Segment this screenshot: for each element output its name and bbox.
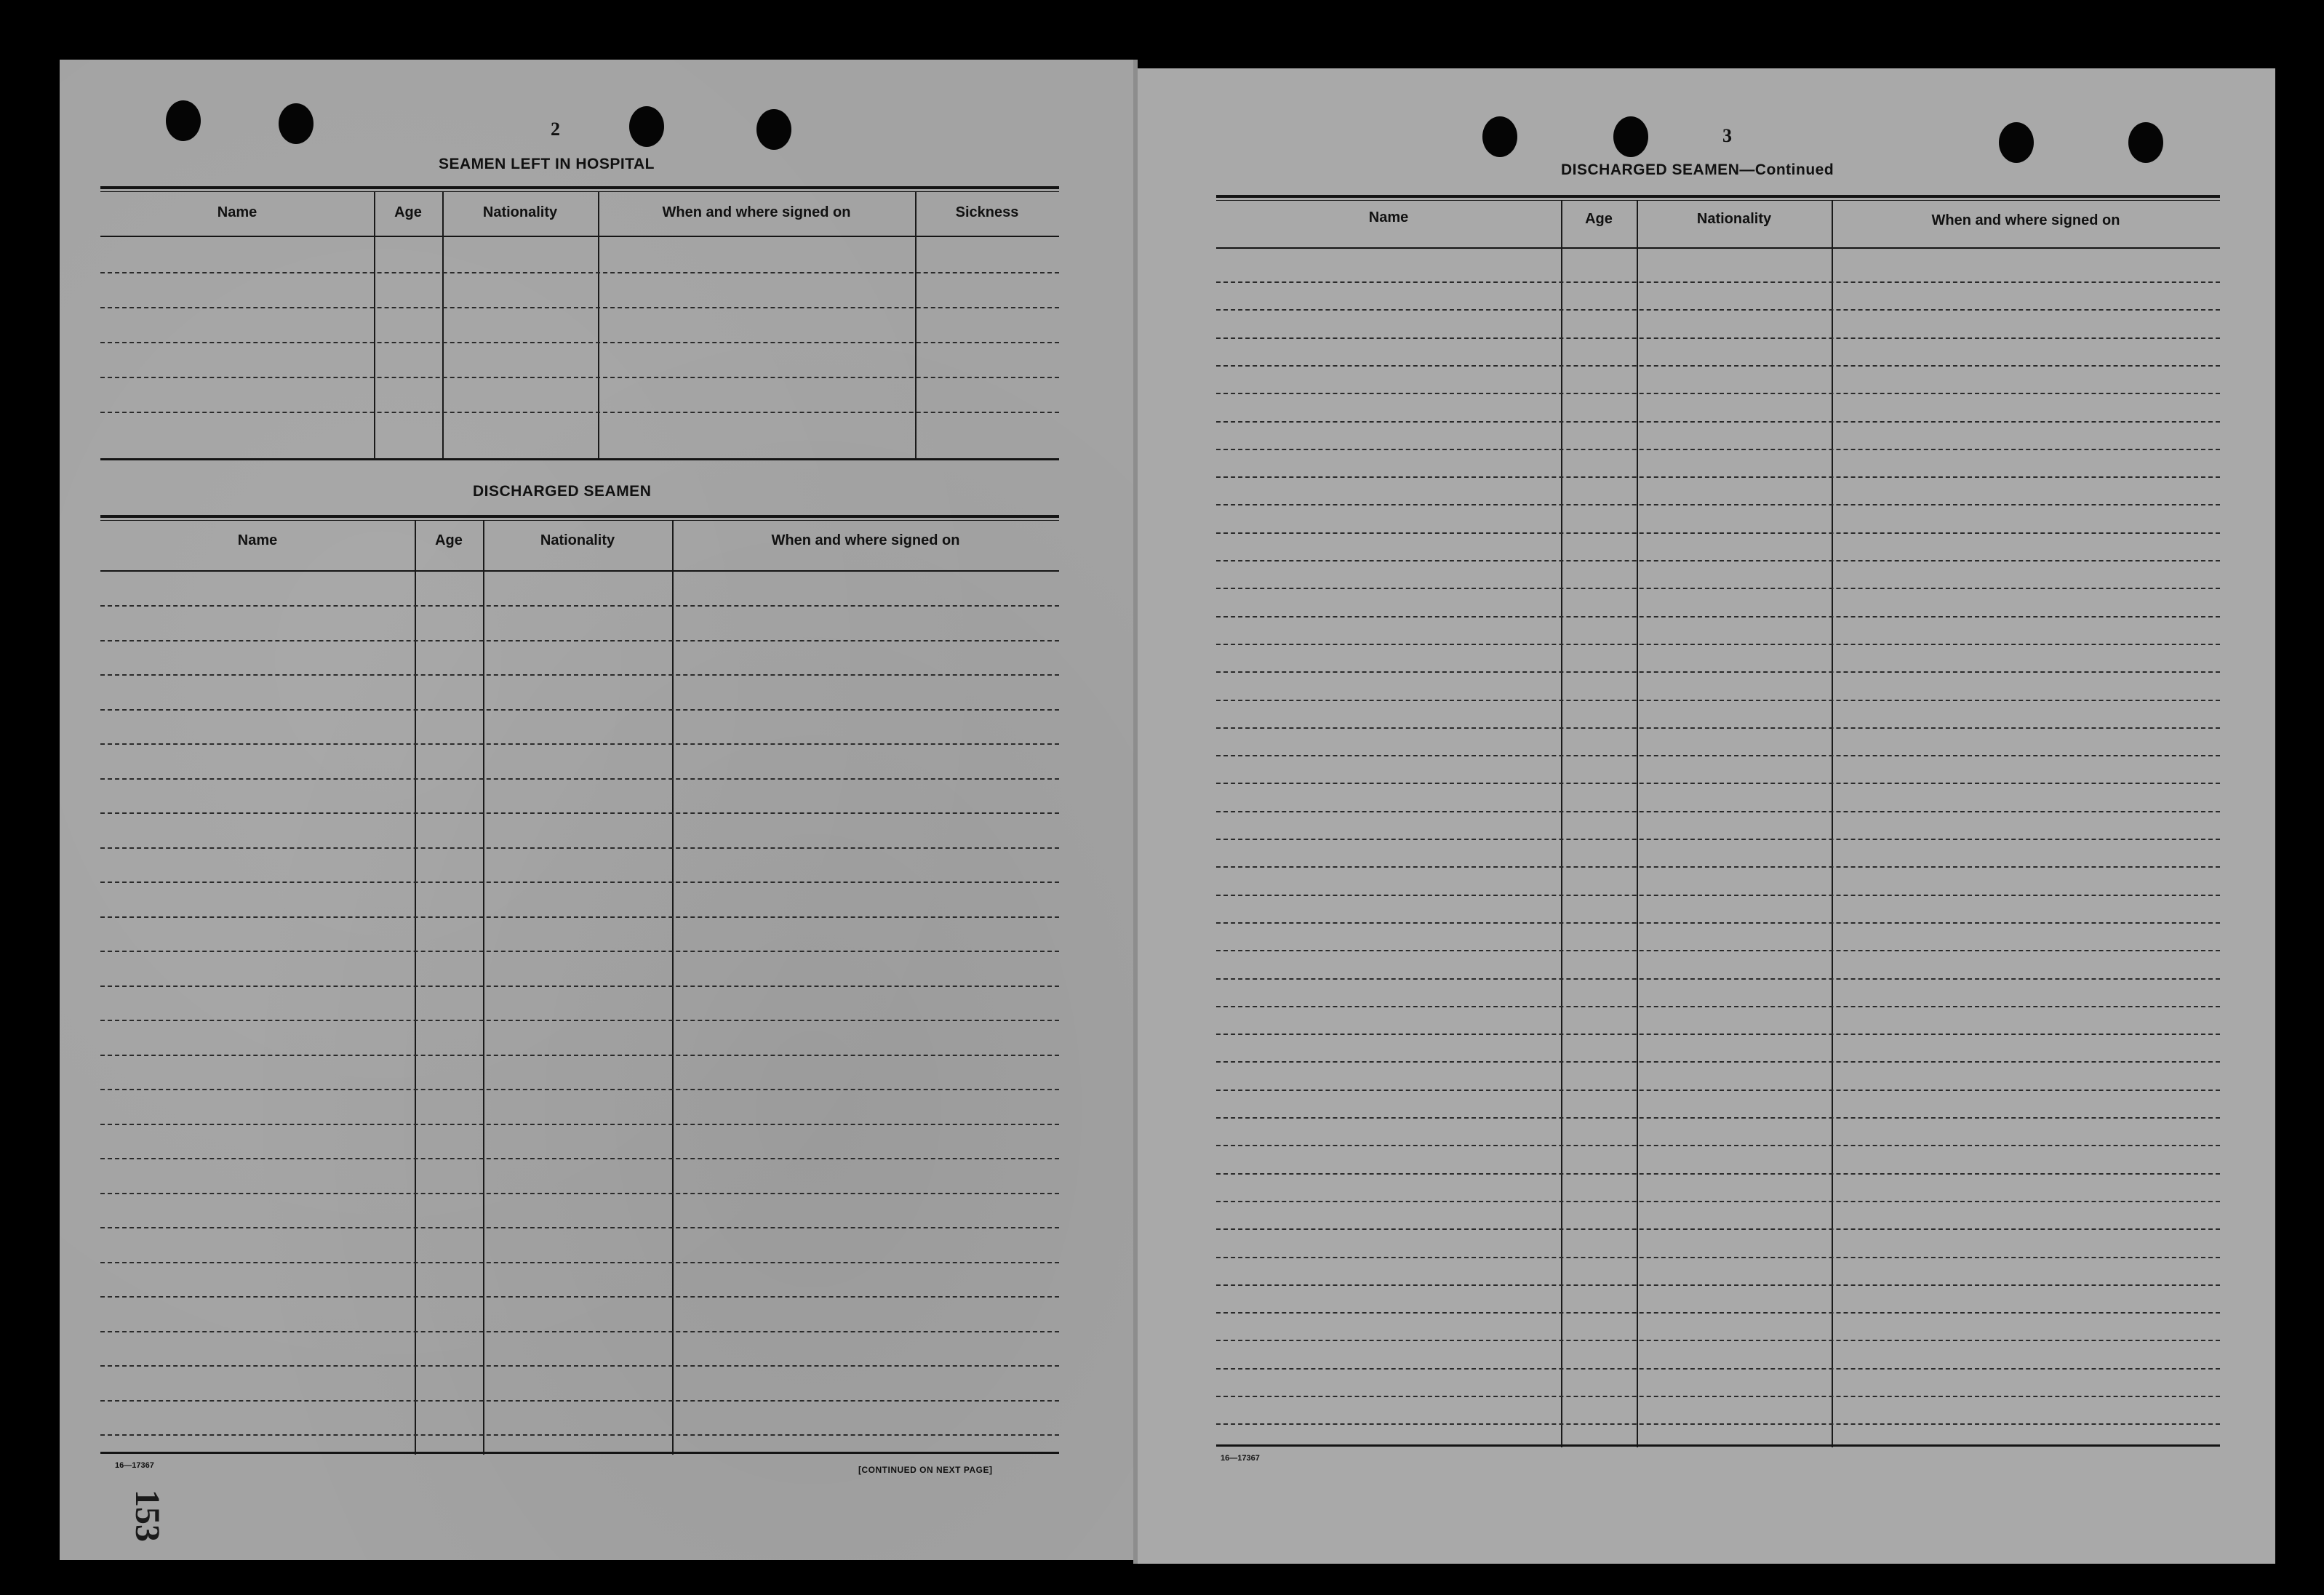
column-header-name: Name: [237, 532, 278, 548]
table-row: [1216, 1034, 2220, 1035]
table-row: [100, 412, 1059, 413]
table-row: [1216, 421, 2220, 423]
form-number: 16—17367: [115, 1461, 154, 1470]
table-row: [1216, 393, 2220, 394]
table-row: [1216, 978, 2220, 980]
table-row: [100, 986, 1059, 987]
table-row: [100, 307, 1059, 308]
table-row: [1216, 476, 2220, 478]
table-row: [100, 1124, 1059, 1125]
table-row: [1216, 866, 2220, 868]
table-row: [1216, 1340, 2220, 1341]
table-row: [1216, 337, 2220, 339]
table-row: [1216, 1257, 2220, 1258]
column-header-sickness: Sickness: [955, 204, 1019, 220]
table-row: [1216, 281, 2220, 283]
discharged-continued-table: [1216, 195, 2220, 1447]
page-fold: [1133, 60, 1138, 1564]
column-header-age: Age: [1585, 211, 1613, 227]
table-row: [100, 1158, 1059, 1159]
column-divider: [442, 192, 444, 460]
column-divider: [1832, 201, 1833, 1447]
table-row: [1216, 504, 2220, 505]
punch-hole: [166, 100, 201, 141]
column-divider: [672, 521, 674, 1455]
table-row: [1216, 365, 2220, 367]
table-row: [100, 377, 1059, 378]
table-bottom-rule: [1216, 1444, 2220, 1447]
table-row: [1216, 616, 2220, 617]
table-row: [1216, 1312, 2220, 1314]
column-header-signed-on: When and where signed on: [1931, 212, 2120, 228]
table-row: [1216, 1117, 2220, 1119]
table-bottom-rule: [100, 1452, 1059, 1454]
table-top-rule: [100, 515, 1059, 518]
table-row: [100, 1055, 1059, 1056]
table-row: [1216, 727, 2220, 729]
table-row: [1216, 1201, 2220, 1202]
table-row: [100, 640, 1059, 641]
header-rule: [1216, 247, 2220, 249]
table-row: [1216, 309, 2220, 311]
table-row: [1216, 922, 2220, 924]
table-row: [100, 1434, 1059, 1436]
table-row: [1216, 1090, 2220, 1091]
table-row: [1216, 1423, 2220, 1425]
column-divider: [415, 521, 416, 1455]
continued-note: [CONTINUED ON NEXT PAGE]: [858, 1465, 993, 1475]
table-row: [1216, 588, 2220, 589]
column-divider: [1637, 201, 1638, 1447]
table-row: [1216, 700, 2220, 701]
table-row: [100, 882, 1059, 883]
punch-hole: [629, 106, 664, 147]
column-header-name: Name: [217, 204, 257, 220]
table-row: [1216, 1284, 2220, 1286]
table-row: [100, 1365, 1059, 1367]
column-divider: [915, 192, 917, 460]
table-row: [1216, 1173, 2220, 1175]
table-row: [100, 1400, 1059, 1402]
table-row: [1216, 1228, 2220, 1230]
table-row: [100, 778, 1059, 780]
table-row: [1216, 755, 2220, 756]
table-row: [1216, 1006, 2220, 1007]
table-row: [1216, 1061, 2220, 1063]
punch-hole: [279, 103, 314, 144]
section-title-discharged-continued: DISCHARGED SEAMEN—Continued: [1561, 161, 1834, 178]
table-row: [100, 1020, 1059, 1021]
table-top-rule: [1216, 200, 2220, 201]
table-row: [100, 847, 1059, 849]
table-row: [1216, 1396, 2220, 1397]
table-top-rule: [100, 186, 1059, 189]
table-row: [100, 342, 1059, 343]
form-number: 16—17367: [1221, 1454, 1260, 1463]
table-row: [1216, 811, 2220, 812]
table-row: [1216, 895, 2220, 896]
discharged-table: [100, 515, 1059, 1455]
section-title-hospital: SEAMEN LEFT IN HOSPITAL: [439, 156, 655, 172]
column-divider: [1561, 201, 1562, 1447]
column-header-signed-on: When and where signed on: [662, 204, 851, 220]
table-top-rule: [1216, 195, 2220, 198]
column-header-signed-on: When and where signed on: [771, 532, 960, 548]
table-row: [1216, 644, 2220, 645]
column-header-name: Name: [1368, 209, 1409, 225]
hospital-table: [100, 186, 1059, 460]
table-row: [100, 951, 1059, 952]
table-top-rule: [100, 520, 1059, 521]
table-row: [100, 709, 1059, 711]
column-header-nationality: Nationality: [482, 204, 558, 220]
table-row: [100, 743, 1059, 745]
punch-hole: [1482, 116, 1517, 157]
table-row: [1216, 1145, 2220, 1146]
column-divider: [374, 192, 375, 460]
table-row: [1216, 1368, 2220, 1370]
column-header-age: Age: [435, 532, 463, 548]
column-divider: [598, 192, 599, 460]
table-row: [100, 605, 1059, 607]
table-row: [100, 1089, 1059, 1090]
table-row: [1216, 671, 2220, 673]
section-title-discharged: DISCHARGED SEAMEN: [473, 483, 652, 500]
table-row: [100, 1193, 1059, 1194]
punch-hole: [756, 109, 791, 150]
column-header-age: Age: [394, 204, 422, 220]
table-row: [1216, 950, 2220, 951]
page-number: 2: [551, 119, 560, 140]
punch-hole: [1999, 122, 2034, 163]
table-row: [1216, 783, 2220, 784]
header-rule: [100, 570, 1059, 572]
punch-hole: [1613, 116, 1648, 157]
table-row: [100, 674, 1059, 676]
page-number: 3: [1722, 125, 1732, 146]
table-row: [100, 1227, 1059, 1228]
punch-hole: [2128, 122, 2163, 163]
column-divider: [483, 521, 484, 1455]
margin-mark: 153: [128, 1490, 167, 1542]
table-row: [100, 272, 1059, 273]
table-row: [100, 1331, 1059, 1332]
table-row: [100, 916, 1059, 918]
table-bottom-rule: [100, 458, 1059, 460]
table-row: [1216, 532, 2220, 534]
column-header-nationality: Nationality: [1696, 211, 1772, 227]
table-row: [1216, 560, 2220, 561]
table-row: [100, 1262, 1059, 1263]
table-row: [1216, 839, 2220, 840]
table-row: [100, 1296, 1059, 1298]
table-row: [100, 812, 1059, 814]
column-header-nationality: Nationality: [540, 532, 615, 548]
table-row: [1216, 449, 2220, 450]
